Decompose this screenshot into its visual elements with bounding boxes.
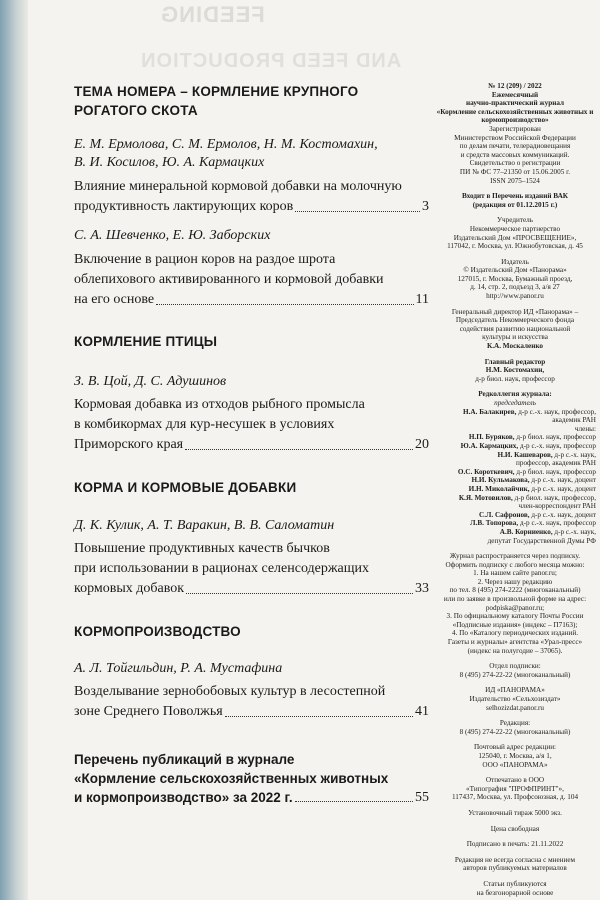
- page-number: 20: [415, 437, 429, 452]
- imprint-line: «Типография "ПРОФПРИНТ"»,: [466, 784, 564, 793]
- imprint-line: Журнал распространяется через подписку.: [449, 552, 581, 561]
- page-number: 3: [422, 199, 429, 214]
- page-number: 41: [415, 704, 429, 719]
- imprint-line: Издательский Дом «ПРОСВЕЩЕНИЕ»,: [453, 233, 577, 242]
- imprint-line: авторов публикуемых материалов: [463, 864, 567, 873]
- board-member-name: Н.П. Буряков,: [468, 433, 517, 442]
- vak-note: [430, 192, 600, 209]
- editorial-phone: [430, 719, 600, 736]
- printing-house: [430, 776, 600, 802]
- imprint-line: Генеральный директор ИД «Панорама» –: [451, 307, 579, 316]
- board-member-degree: д-р с.-х. наук,: [554, 527, 596, 536]
- registration: [430, 125, 600, 185]
- board-member: [430, 485, 596, 494]
- imprint-line: Редакция не всегда согласна с мнением: [454, 855, 576, 864]
- imprint-line: Газеты и журналы» агентства «Урал-пресс»: [447, 638, 583, 647]
- board-member: [430, 528, 596, 537]
- article-title: Возделывание зернобобовых культур в лесостепной зоне Среднего Поволжья 41: [74, 682, 429, 722]
- board-member-name: К.Я. Мотовилов,: [458, 493, 515, 502]
- imprint-line: © Издательский Дом «Панорама»: [463, 266, 567, 275]
- board-member-name: О.С. Короткевич,: [457, 467, 517, 476]
- article-authors: А. Л. Тойгильдин, Р. А. Мустафина: [74, 661, 283, 676]
- page-number: 11: [415, 292, 429, 307]
- board-member-degree: д-р биол. наук, профессор,: [514, 493, 596, 502]
- article-entry[interactable]: [74, 373, 429, 455]
- board-member: [430, 442, 596, 451]
- board-member: [430, 451, 596, 460]
- article-title: Кормовая добавка из отходов рыбного промысла в комбикормах для кур-несушек в условиях Приморского края 20: [74, 395, 429, 455]
- imprint-line: Отпечатано в ООО: [485, 776, 545, 785]
- panorama-info: [430, 686, 600, 712]
- board-member-name: Н.И. Кульмакова,: [471, 476, 532, 485]
- board-member: [430, 459, 596, 468]
- board-member-degree: д-р биол. наук, профессор: [516, 467, 596, 476]
- imprint-line: Редакция:: [499, 719, 531, 728]
- board-member-name: Ю.А. Кармацких,: [460, 441, 520, 450]
- article-entry[interactable]: [74, 136, 429, 217]
- show-through-text-2: AND FEED PRODUCTION: [140, 50, 402, 72]
- board-member-name: Л.В. Топорова,: [470, 519, 520, 528]
- imprint-line: http://www.panor.ru: [486, 292, 544, 301]
- imprint-line: selhozizdat.panor.ru: [486, 703, 544, 712]
- board-member-degree: д-р с.-х. наук, доцент: [531, 510, 596, 519]
- imprint-line: Почтовый адрес редакции:: [473, 743, 557, 752]
- board-member-degree: профессор, академик РАН: [516, 459, 596, 468]
- board-member-degree: член-корреспондент РАН: [518, 502, 596, 511]
- imprint-line: «Подписные издания» (индекс – П7163);: [452, 620, 578, 629]
- imprint-line: ИД «ПАНОРАМА»: [485, 686, 545, 695]
- imprint-line: Отдел подписки:: [489, 662, 541, 671]
- imprint-line: Свидетельство о регистрации: [469, 159, 561, 168]
- signed-date: Подписано в печать: 21.11.2022: [466, 840, 564, 849]
- imprint-line: Оформить подписку с любого месяца можно:: [445, 560, 585, 569]
- board-member-degree: д-р с.-х. наук, доцент: [531, 476, 596, 485]
- imprint-line: по тел. 8 (495) 274-2222 (многоканальный): [449, 586, 581, 595]
- imprint-line: 127015, г. Москва, Бумажный проезд,: [457, 274, 573, 283]
- imprint-line: на безгонорарной основе: [476, 888, 554, 897]
- imprint-line: 117437, Москва, ул. Профсоюзная, д. 104: [451, 793, 579, 802]
- board-member-degree: д-р с.-х. наук, профессор: [520, 441, 596, 450]
- board-member: [430, 468, 596, 477]
- page-number: 33: [415, 581, 429, 596]
- imprint-line: Некоммерческое партнерство: [469, 224, 561, 233]
- left-page-edge: [0, 0, 28, 900]
- editorial-board: [430, 408, 600, 546]
- imprint-line: 2. Через нашу редакцию: [477, 577, 553, 586]
- founder: [430, 216, 600, 250]
- imprint-line: или по заявке в произвольной форме на адрес:: [443, 595, 587, 604]
- board-member: [430, 519, 596, 528]
- imprint-line: Статьи публикуются: [483, 879, 547, 888]
- imprint-line: и средств массовых коммуникаций.: [460, 150, 570, 159]
- board-member: [430, 476, 596, 485]
- board-member: [430, 494, 596, 503]
- imprint-line: 8 (495) 274-22-22 (многоканальный): [459, 670, 571, 679]
- postal-address: [430, 743, 600, 769]
- board-member-degree: д-р с.-х. наук,: [554, 450, 596, 459]
- section-cattle: [74, 82, 429, 120]
- show-through-text: FEEDING: [160, 2, 265, 27]
- imprint-line: Издательство «Сельхозиздат»: [469, 695, 561, 703]
- imprint-column: № 12 (209) / 2022 Ежемесячный научно-практический журнал «Кормление сельскохозяйственных животных и кормопроизводство» Зарегистрирован Министерством Российской Федерации по делам печати, телерадиовещания и средств массовых коммуникаций. Свидетельство о регистрации ПИ № ФС 77–21350 от 15.06.2005 г. ISSN 2075–1524 Входит в Перечень изданий ВАК (редакция от 01.12.2015 г.) Учредитель Некоммерческое партнерство Издательский Дом «ПРОСВЕЩЕНИЕ», 117042, г. Москва, ул. Южнобутовская, д. 45 Издатель © Издательский Дом «Панорама» 127015, г. Москва, Бумажный проезд, д. 14, стр. 2, подъезд 3, а/я 27 http://www.panor.ru Генеральный директор ИД «Панорама» – Председатель Некоммерческого фонда содействия развитию национальной культуры и искусства К.А. Москаленко Главный редактор Н.М. Костомахин, д-р биол. наук, профессор Редколлегия журнала: председатель Н.А. Балакирев, д-р с.-х. наук, профессор, академик РАН члены: Н.П. Буряков, д-р биол. наук, профессор Ю.А. Кармацких, д-р с.-х. наук, профессор Н.И. Кашеваров, д-р с.-х. наук, профессор, академик РАН О.С. Короткевич, д-р биол. наук, профессор Н.И. Кульмакова, д-р с.-х. наук, доцент И.Н. Миколайчик, д-р с.-х. наук, доцент К.Я. Мотовилов, д-р биол. наук, профессор, член-корреспондент РАН С.Л. Сафронов, д-р с.-х. наук, доцент Л.В. Топорова, д-р с.-х. наук, профессор А.В. Корниенко, д-р с.-х. наук, депутат Государственной Думы РФ Журнал распространяется через подписку. Оформить подписку с любого месяца можно: 1. На нашем сайте panor.ru; 2. Через нашу редакцию по тел. 8 (495) 274-2222 (многоканальный) или по заявке в произвольной форме на адрес: podpiska@panor.ru; 3. По официальному каталогу Почты России «Подписные издания» (индекс – П7163); 4. По «Каталогу периодических изданий. Газеты и журналы» агентства «Урал-пресс» (индекс на полугодие – 37065). Отдел подписки: 8 (495) 274-22-22 (многоканальный) ИД «ПАНОРАМА» Издательство «Сельхозиздат» selhozizdat.panor.ru Редакция: 8 (495) 274-22-22 (многоканальный) Почтовый адрес редакции: 125040, г. Москва, а/я 1, ООО «ПАНОРАМА» Отпечатано в ООО «Типография "ПРОФПРИНТ"», 117437, Москва, ул. Профсоюзная, д. 104 Установочный тираж 5000 экз. Цена свободная Подписано в печать: 21.11.2022 Редакция не всегда согласна с мнением авторов публикуемых материалов Статьи публикуются на безгонорарной основе: [430, 82, 600, 897]
- section-feeds: [74, 478, 429, 497]
- imprint-line: (индекс на полугодие – 37065).: [467, 646, 563, 655]
- board-member: [430, 425, 596, 434]
- board-member-name: Н.И. Кашеваров,: [497, 450, 555, 459]
- imprint-line: Издатель: [501, 257, 529, 266]
- article-title: Влияние минеральной кормовой добавки на молочную продуктивность лактирующих коров 3: [74, 177, 429, 217]
- page-number: 55: [415, 790, 429, 805]
- board-member-degree: академик РАН: [552, 416, 596, 425]
- board-member-name: С.Л. Сафронов,: [479, 510, 532, 519]
- publisher: [430, 258, 600, 301]
- disclaimer: [430, 856, 600, 873]
- issue-number: № 12 (209) / 2022: [488, 82, 542, 90]
- imprint-line: Зарегистрирован: [489, 124, 541, 133]
- imprint-line: д. 14, стр. 2, подъезд 3, а/я 27: [470, 283, 560, 292]
- section-title: КОРМОПРОИЗВОДСТВО: [74, 624, 241, 639]
- article-title: Повышение продуктивных качеств бычков при использовании в рационах селенсодержащих кормовых добавок 33: [74, 539, 429, 599]
- board-member-name: А.В. Корниенко,: [499, 527, 555, 536]
- imprint-line: ООО «ПАНОРАМА»: [482, 760, 548, 769]
- imprint-line: 1. На нашем сайте panor.ru;: [473, 569, 557, 578]
- section-title: ТЕМА НОМЕРА – КОРМЛЕНИЕ КРУПНОГО РОГАТОГО СКОТА: [74, 84, 359, 118]
- board-member-degree: д-р с.-х. наук, доцент: [531, 484, 596, 493]
- article-authors: Е. М. Ермолова, С. М. Ермолов, Н. М. Костомахин, В. И. Косилов, Ю. А. Кармацких: [74, 137, 378, 170]
- journal-name: «Кормление сельскохозяйственных животных и кормопроизводство»: [436, 107, 594, 125]
- section-feed-production: [74, 622, 429, 641]
- imprint-line: Министерством Российской Федерации: [454, 133, 576, 142]
- imprint-line: 117042, г. Москва, ул. Южнобутовская, д. 45: [447, 242, 583, 251]
- imprint-line: ПИ № ФС 77–21350 от 15.06.2005 г.: [459, 167, 571, 176]
- imprint-line: Председатель Некоммерческого фонда: [455, 316, 575, 325]
- article-entry[interactable]: [74, 517, 429, 599]
- board-member: [430, 537, 596, 546]
- article-entry[interactable]: [74, 660, 429, 722]
- section-title: КОРМА И КОРМОВЫЕ ДОБАВКИ: [74, 480, 297, 495]
- board-member: [430, 511, 596, 520]
- price: Цена свободная: [490, 824, 540, 833]
- imprint-line: 125040, г. Москва, а/я 1,: [478, 751, 552, 760]
- section-title: КОРМЛЕНИЕ ПТИЦЫ: [74, 334, 218, 349]
- board-member: [430, 502, 596, 511]
- circulation: Установочный тираж 5000 экз.: [468, 808, 562, 817]
- board-member: [430, 416, 596, 425]
- board-member: [430, 408, 596, 417]
- imprint-line: Входит в Перечень изданий ВАК: [461, 192, 569, 201]
- article-authors: Д. К. Кулик, А. Т. Варакин, В. В. Саломатин: [74, 518, 335, 533]
- board-member: [430, 433, 596, 442]
- board-member-name: И.Н. Миколайчик,: [468, 484, 532, 493]
- final-entry[interactable]: Перечень публикаций в журнале «Кормление сельскохозяйственных животных и кормопроизводство» за 2022 г. 55: [74, 752, 429, 805]
- subscription-dept: [430, 662, 600, 679]
- board-member-degree: д-р биол. наук, профессор: [516, 433, 596, 442]
- imprint-line: podpiska@panor.ru;: [485, 603, 545, 612]
- imprint-line: культуры и искусства: [482, 333, 548, 342]
- board-member-degree: д-р с.-х. наук, профессор: [520, 519, 596, 528]
- general-director: [430, 308, 600, 342]
- imprint-line: содействия развитию национальной: [459, 324, 571, 333]
- article-title: Включение в рацион коров на раздое шрота облепихового активированного и кормовой добавки на его основе 11: [74, 250, 429, 310]
- article-authors: С. А. Шевченко, Е. Ю. Заборских: [74, 228, 271, 243]
- imprint-line: 3. По официальному каталогу Почты России: [446, 612, 584, 621]
- article-entry[interactable]: [74, 227, 429, 310]
- imprint-line: ISSN 2075–1524: [490, 176, 540, 185]
- article-authors: З. В. Цой, Д. С. Адушинов: [74, 374, 227, 389]
- board-member-name: Н.А. Балакирев,: [463, 407, 519, 416]
- imprint-line: по делам печати, телерадиовещания: [459, 142, 571, 151]
- fee-note: [430, 880, 600, 897]
- board-member-degree: члены:: [574, 424, 596, 433]
- imprint-line: (редакция от 01.12.2015 г.): [472, 200, 558, 209]
- imprint-line: 4. По «Каталогу периодических изданий.: [451, 629, 579, 638]
- imprint-line: Учредитель: [496, 216, 534, 225]
- imprint-line: 8 (495) 274-22-22 (многоканальный): [459, 727, 571, 736]
- board-member-degree: д-р с.-х. наук, профессор,: [518, 407, 596, 416]
- subscription-info: [430, 552, 600, 655]
- board-member-degree: депутат Государственной Думы РФ: [487, 536, 596, 545]
- section-poultry: [74, 332, 429, 351]
